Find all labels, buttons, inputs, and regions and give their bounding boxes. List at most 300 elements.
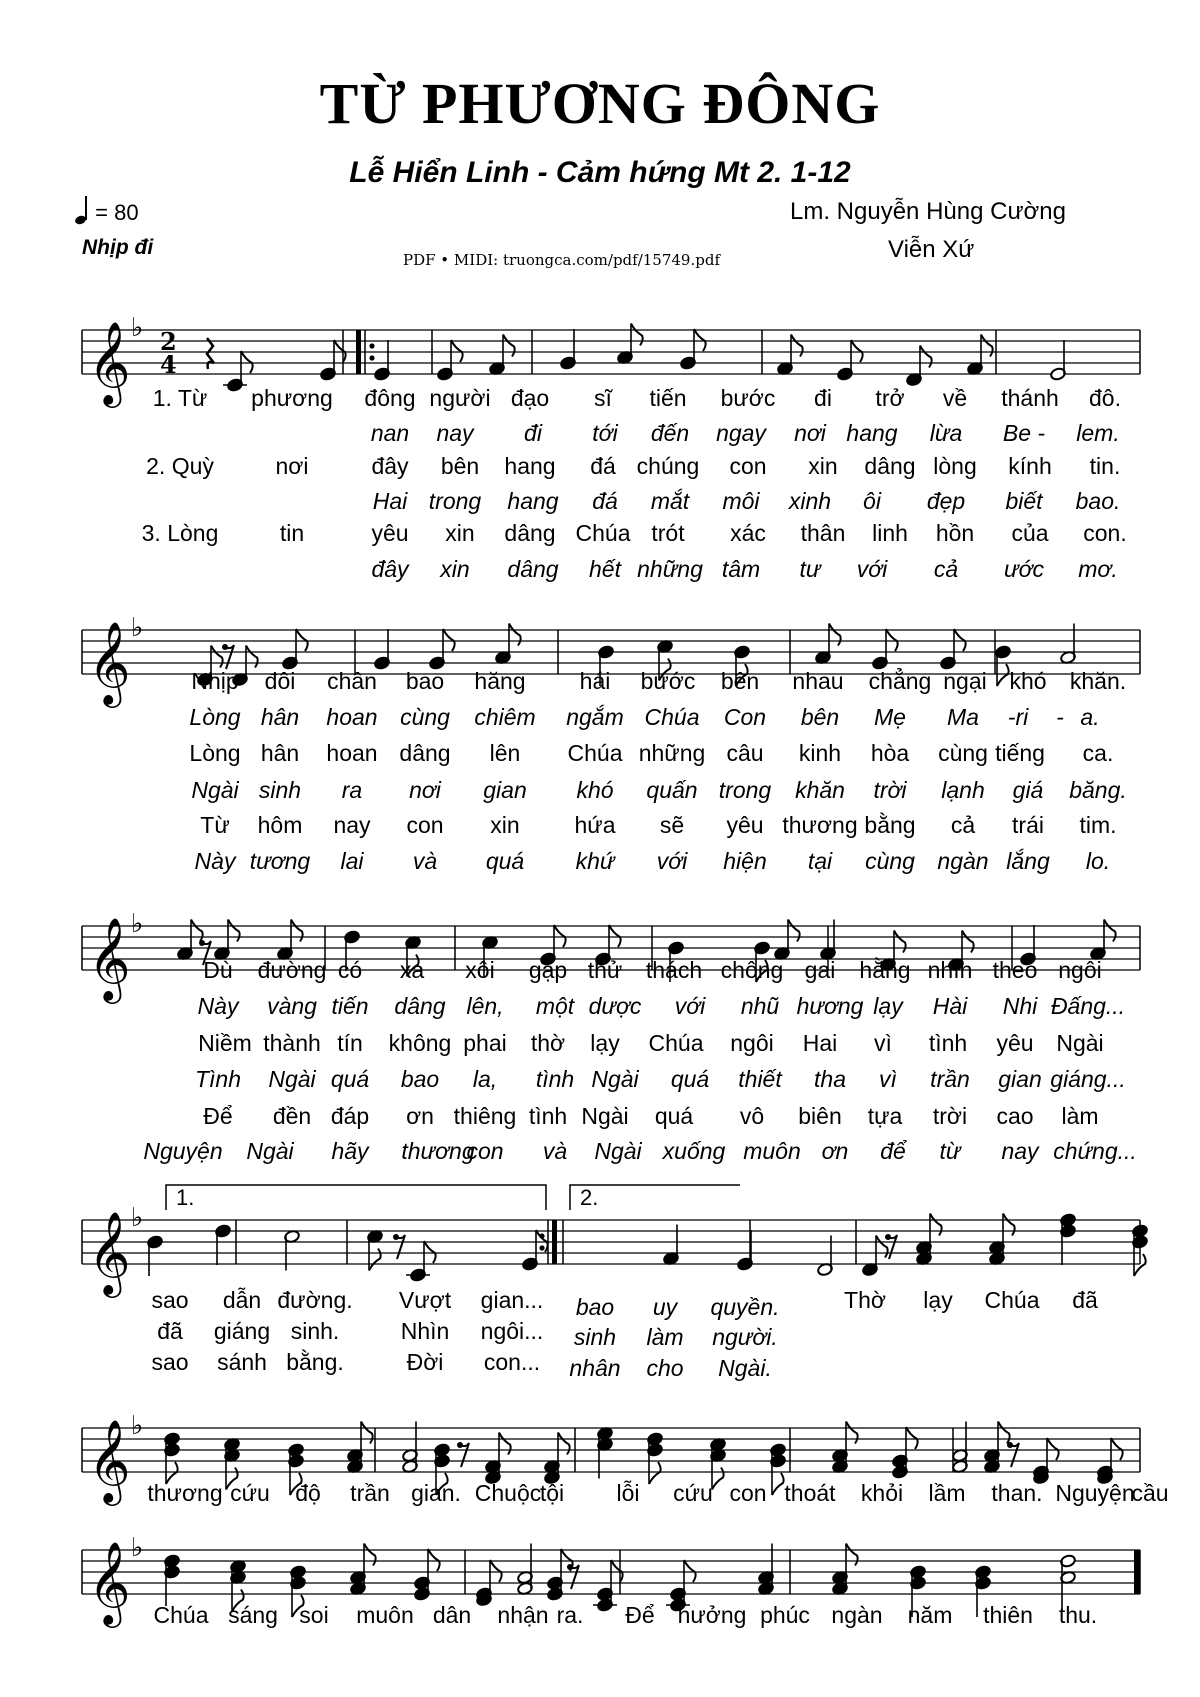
lyric-syllable: nhìn xyxy=(927,957,973,983)
lyric-syllable: lạy xyxy=(590,1030,620,1056)
lyric-syllable: dâng xyxy=(399,740,451,766)
lyric-syllable: tại xyxy=(807,848,833,874)
lyric-syllable: con xyxy=(466,1138,504,1164)
flat-icon: ♭ xyxy=(131,613,144,643)
lyric-syllable: Nhịp xyxy=(191,668,239,694)
lyric-syllable: Lòng xyxy=(189,704,241,730)
lyric-syllable: hang xyxy=(507,488,559,514)
note xyxy=(374,340,391,381)
lyric-syllable: lừa xyxy=(929,420,963,446)
lyric-syllable: hãy xyxy=(331,1138,369,1164)
svg-text:2: 2 xyxy=(160,327,177,356)
lyric-syllable: khó xyxy=(1009,668,1047,694)
lyric-syllable: con xyxy=(729,1480,767,1506)
lyric-syllable: 1. Từ xyxy=(152,385,208,411)
lyric-syllable: hoan xyxy=(326,740,378,766)
quarter-note-icon xyxy=(75,196,89,226)
lyric-syllable: khứ xyxy=(575,848,615,874)
lyric-syllable: ca. xyxy=(1082,740,1114,766)
lyric-syllable: ơn xyxy=(406,1103,434,1129)
lyric-line xyxy=(0,848,1200,878)
lyric-syllable: bao xyxy=(575,1294,615,1320)
lyric-syllable: mắt xyxy=(650,488,690,514)
lyric-syllable: tội xyxy=(539,1480,565,1506)
lyric-syllable: bên xyxy=(440,453,480,479)
lyric-syllable: quá xyxy=(330,1066,370,1092)
lyric-syllable: than. xyxy=(991,1480,1043,1506)
lyric-syllable: cứu xyxy=(230,1480,270,1506)
note xyxy=(282,629,308,670)
lyric-syllable: Chúa xyxy=(648,1030,704,1056)
lyric-syllable: đã xyxy=(157,1318,183,1344)
note xyxy=(837,340,863,381)
lyric-syllable: tiếng xyxy=(995,740,1045,766)
lyric-syllable: nhũ xyxy=(740,993,780,1019)
lyric-syllable: tình xyxy=(528,1103,568,1129)
lyric-syllable: trần xyxy=(350,1480,390,1506)
lyric-syllable: quyền. xyxy=(710,1294,780,1320)
lyric-syllable: Thờ xyxy=(844,1287,886,1313)
lyric-syllable: Lòng xyxy=(189,740,241,766)
lyric-syllable: thương xyxy=(401,1138,475,1164)
lyric-syllable: Đấng... xyxy=(1050,993,1126,1019)
note xyxy=(560,329,577,370)
lyric-syllable: bước xyxy=(720,385,776,411)
lyric-syllable: gai xyxy=(804,957,836,983)
lyric-syllable: và xyxy=(412,848,438,874)
staff-system-4 xyxy=(0,1170,1200,1294)
note xyxy=(547,1549,573,1601)
lyric-syllable: hòa xyxy=(870,740,910,766)
lyric-syllable: cứu xyxy=(673,1480,713,1506)
lyric-syllable: bằng xyxy=(864,812,916,838)
note xyxy=(940,629,966,670)
lyric-syllable: dẫn xyxy=(222,1287,262,1313)
lyric-line xyxy=(0,812,1200,842)
lyric-syllable: ơn xyxy=(821,1138,849,1164)
svg-text:𝄞: 𝄞 xyxy=(88,320,131,404)
lyric-syllable: tim. xyxy=(1079,812,1117,838)
lyric-syllable: của xyxy=(1011,520,1049,546)
lyric-syllable: Đời xyxy=(406,1349,444,1375)
lyric-syllable: Ngài xyxy=(191,777,239,803)
lyric-syllable: hưởng xyxy=(677,1602,747,1628)
staff-lines xyxy=(82,1220,1140,1264)
song-title: TỪ PHƯƠNG ĐÔNG xyxy=(319,71,881,136)
lyric-syllable: yêu xyxy=(996,1030,1034,1056)
lyric-syllable: băng. xyxy=(1069,777,1127,803)
lyric-syllable: ôi xyxy=(863,488,881,514)
lyric-syllable: bước xyxy=(640,668,696,694)
lyric-syllable: khó xyxy=(576,777,614,803)
lyric-syllable: lên xyxy=(489,740,521,766)
lyric-syllable: quấn xyxy=(646,777,698,803)
lyric-syllable: lạnh xyxy=(941,777,985,803)
lyric-syllable: đây xyxy=(371,453,409,479)
lyric-syllable: bên xyxy=(720,668,760,694)
svg-text:1.: 1. xyxy=(176,1185,195,1210)
lyric-syllable: đi xyxy=(524,420,542,446)
lyric-syllable: nơi xyxy=(409,777,441,803)
lyric-syllable: Chúa xyxy=(644,704,700,730)
lyric-syllable: đô. xyxy=(1089,385,1121,411)
note xyxy=(402,1422,419,1474)
lyric-syllable: hoan xyxy=(326,704,378,730)
lyric-syllable: lòng xyxy=(933,453,977,479)
lyric-syllable: đã xyxy=(1072,1287,1098,1313)
lyric-syllable: Để xyxy=(625,1602,655,1628)
lyric-syllable: trái xyxy=(1012,812,1044,838)
lyric-syllable: đây xyxy=(371,556,409,582)
rest xyxy=(457,1442,469,1467)
lyric-syllable: làm xyxy=(646,1324,684,1350)
lyric-syllable: nhau xyxy=(792,668,844,694)
svg-text:2.: 2. xyxy=(580,1185,599,1210)
lyric-syllable: gặp xyxy=(528,957,568,983)
lyric-syllable: đáp xyxy=(330,1103,370,1129)
lyric-syllable: chông xyxy=(720,957,784,983)
lyric-syllable: với xyxy=(856,556,888,582)
lyric-syllable: Này xyxy=(194,848,236,874)
lyric-syllable: chúng xyxy=(636,453,700,479)
lyric-syllable: nay xyxy=(333,812,371,838)
lyric-syllable: khăn. xyxy=(1069,668,1127,694)
lyric-syllable: môi xyxy=(722,488,760,514)
lyric-syllable: đẹp xyxy=(926,488,966,514)
note xyxy=(832,1544,858,1596)
lyric-syllable: ngay xyxy=(716,420,766,446)
note xyxy=(737,1230,754,1271)
note xyxy=(485,1433,511,1485)
lyric-syllable: đông xyxy=(364,385,416,411)
lyric-syllable: Để xyxy=(203,1103,233,1129)
lyric-syllable: giá xyxy=(1012,777,1044,803)
svg-text:𝄞: 𝄞 xyxy=(88,916,131,1000)
lyric-syllable: nhân xyxy=(569,1355,621,1381)
note xyxy=(164,1432,181,1484)
lyric-syllable: chiêm xyxy=(474,704,536,730)
volta-2 xyxy=(570,1185,740,1210)
lyric-line xyxy=(0,1138,1200,1168)
lyric-syllable: đến xyxy=(650,420,690,446)
lyric-syllable: tình xyxy=(535,1066,575,1092)
lyric-syllable: con xyxy=(729,453,767,479)
lyric-syllable: người. xyxy=(712,1324,778,1350)
lyric-syllable: gian. xyxy=(411,1480,461,1506)
lyric-line xyxy=(0,777,1200,807)
note xyxy=(147,1235,164,1276)
lyric-syllable: người xyxy=(429,385,491,411)
lyric-syllable: ngôi... xyxy=(480,1318,544,1344)
lyric-syllable: trần xyxy=(930,1066,970,1092)
lyric-syllable: 2. Quỳ xyxy=(146,453,214,479)
lyric-syllable: ngàn xyxy=(937,848,989,874)
lyric-syllable: Mẹ xyxy=(874,704,906,730)
lyric-line xyxy=(0,385,1200,415)
lyric-syllable: từ xyxy=(939,1138,961,1164)
lyric-syllable: hôm xyxy=(257,812,303,838)
note xyxy=(437,340,463,381)
note xyxy=(429,629,455,670)
rest xyxy=(393,1234,405,1259)
lyric-syllable: mơ. xyxy=(1078,556,1118,582)
lyric-syllable: hân xyxy=(260,740,300,766)
lyric-syllable: trở xyxy=(875,385,905,411)
lyric-syllable: chân xyxy=(327,668,377,694)
lyric-syllable: cùng xyxy=(400,704,450,730)
lyric-syllable: hứa xyxy=(574,812,616,838)
lyric-syllable: đôi xyxy=(264,668,296,694)
note xyxy=(984,1422,1010,1474)
lyric-syllable: kinh xyxy=(798,740,842,766)
note xyxy=(1050,340,1067,381)
lyric-syllable: yêu xyxy=(726,812,764,838)
lyric-syllable: ngôi xyxy=(730,1030,774,1056)
lyric-syllable: Chúa xyxy=(567,740,623,766)
lyric-syllable: tiến xyxy=(331,993,369,1019)
lyric-syllable: lầm xyxy=(928,1480,966,1506)
note xyxy=(952,1422,969,1474)
lyric-syllable: tin xyxy=(279,520,305,546)
lyric-syllable: linh xyxy=(872,520,908,546)
lyric-syllable: độ xyxy=(295,1480,321,1506)
lyric-syllable: đá xyxy=(590,453,616,479)
note xyxy=(832,1422,858,1474)
composer: Lm. Nguyễn Hùng Cường xyxy=(790,198,1066,225)
rest xyxy=(207,338,214,369)
lyric-syllable: lạy xyxy=(923,1287,953,1313)
note xyxy=(758,1544,775,1596)
note xyxy=(414,1549,440,1601)
lyric-syllable: lạy xyxy=(873,993,903,1019)
note xyxy=(347,1422,373,1474)
lyric-syllable: về xyxy=(942,385,968,411)
lyric-syllable: Hài xyxy=(932,993,968,1019)
lyric-syllable: Hai xyxy=(802,1030,838,1056)
lyric-syllable: Hai xyxy=(372,488,408,514)
song-subtitle: Lễ Hiển Linh - Cảm hứng Mt 2. 1-12 xyxy=(349,156,851,189)
lyric-syllable: cao xyxy=(996,1103,1034,1129)
lyric-syllable: theo xyxy=(992,957,1038,983)
lyric-syllable: thánh xyxy=(1001,385,1059,411)
lyric-syllable: xôi xyxy=(465,957,495,983)
lyric-syllable: Nhìn xyxy=(400,1318,450,1344)
lyric-syllable: lỗi xyxy=(616,1480,640,1506)
note xyxy=(320,340,346,381)
lyric-syllable: đi xyxy=(814,385,832,411)
lyric-syllable: nan xyxy=(370,420,410,446)
lyric-syllable: Ngài xyxy=(268,1066,316,1092)
lyric-syllable: ngắm xyxy=(566,704,624,730)
lyric-syllable: nhận xyxy=(497,1602,549,1628)
lyric-syllable: thu. xyxy=(1058,1602,1098,1628)
lyric-syllable: Nguyện xyxy=(1055,1480,1135,1506)
lyric-syllable: phúc xyxy=(760,1602,810,1628)
lyric-syllable: tín xyxy=(337,1030,363,1056)
lyric-syllable: hiện xyxy=(723,848,767,874)
lyric-syllable: sáng xyxy=(228,1602,278,1628)
lyric-syllable: dâng xyxy=(864,453,916,479)
lyric-syllable: vì xyxy=(879,1066,897,1092)
lyric-syllable: quá xyxy=(654,1103,694,1129)
lyric-syllable: Chúa xyxy=(984,1287,1040,1313)
lyric-syllable: dược xyxy=(588,993,642,1019)
lyric-syllable: hang xyxy=(504,453,556,479)
lyric-syllable: đường. xyxy=(277,1287,353,1313)
lyric-syllable: ra. xyxy=(556,1602,584,1628)
lyric-line xyxy=(0,704,1200,734)
lyric-syllable: phương xyxy=(251,385,333,411)
source-link[interactable]: PDF • MIDI: truongca.com/pdf/15749.pdf xyxy=(403,251,720,269)
lyric-syllable: vàng xyxy=(267,993,317,1019)
lyric-syllable: cho xyxy=(646,1355,684,1381)
lyric-syllable: thương xyxy=(147,1480,223,1506)
flat-icon: ♭ xyxy=(131,313,144,343)
lyric-line xyxy=(0,556,1200,586)
lyric-syllable: Từ xyxy=(200,812,230,838)
lyric-syllable: lắng xyxy=(1006,848,1050,874)
lyric-syllable: con... xyxy=(483,1349,541,1375)
lyric-syllable: nơi xyxy=(275,453,309,479)
lyric-syllable: gian... xyxy=(480,1287,544,1313)
lyric-line xyxy=(0,1602,1200,1632)
note xyxy=(892,1427,918,1479)
lyric-syllable: dâng xyxy=(504,520,556,546)
lyric-syllable: tâm xyxy=(721,556,761,582)
lyric-syllable: - xyxy=(1056,704,1064,730)
lyric-syllable: lai xyxy=(340,848,364,874)
lyric-syllable: quá xyxy=(485,848,525,874)
svg-text:𝄞: 𝄞 xyxy=(88,1540,131,1624)
lyric-syllable: hương xyxy=(796,993,864,1019)
lyric-line xyxy=(0,993,1200,1023)
lyric-syllable: một xyxy=(535,993,575,1019)
lyric-syllable: nơi xyxy=(794,420,826,446)
lyric-syllable: đường xyxy=(257,957,327,983)
lyric-syllable: Chúa xyxy=(575,520,631,546)
lyric-syllable: đá xyxy=(592,488,618,514)
lyric-syllable: Này xyxy=(197,993,239,1019)
lyric-syllable: với xyxy=(674,993,706,1019)
lyric-syllable: xin xyxy=(808,453,838,479)
lyric-syllable: ước xyxy=(1004,556,1044,582)
lyric-syllable: chẳng xyxy=(868,668,932,694)
lyric-syllable: hết xyxy=(589,556,621,582)
lyric-syllable: tư xyxy=(799,556,821,582)
lyric-syllable: vì xyxy=(874,1030,892,1056)
lyric-syllable: thờ xyxy=(530,1030,566,1056)
lyric-syllable: Ngài xyxy=(591,1066,639,1092)
lyric-syllable: con xyxy=(406,812,444,838)
lyric-syllable: thiêng xyxy=(453,1103,517,1129)
lyric-syllable: trong xyxy=(428,488,482,514)
lyric-syllable: trời xyxy=(932,1103,968,1129)
lyric-syllable: câu xyxy=(726,740,764,766)
lyric-syllable: bao xyxy=(405,668,445,694)
lyric-syllable: xin xyxy=(445,520,475,546)
lyric-syllable: sinh xyxy=(258,777,302,803)
flat-icon: ♭ xyxy=(131,1533,144,1563)
lyric-syllable: thân xyxy=(800,520,846,546)
note xyxy=(164,1554,181,1606)
lyric-syllable: giáng xyxy=(213,1318,271,1344)
lyric-line xyxy=(0,488,1200,518)
note xyxy=(406,1241,436,1282)
lyric-syllable: với xyxy=(656,848,688,874)
lyric-syllable: năm xyxy=(907,1602,953,1628)
treble-clef-icon xyxy=(88,1210,131,1298)
lyric-syllable: -ri xyxy=(1007,704,1029,730)
lyric-syllable: la, xyxy=(472,1066,498,1092)
lyric-syllable: hái xyxy=(579,668,611,694)
lyric-syllable: Chuộc xyxy=(474,1480,542,1506)
lyric-syllable: hằng xyxy=(859,957,911,983)
style-mark: Nhịp đi xyxy=(82,236,154,259)
lyric-syllable: bao. xyxy=(1075,488,1121,514)
lyric-syllable: biên xyxy=(798,1103,842,1129)
lyric-syllable: cùng xyxy=(938,740,988,766)
lyric-syllable: gian xyxy=(483,777,527,803)
arranger: Viễn Xứ xyxy=(888,236,975,263)
lyric-syllable: khăn xyxy=(795,777,845,803)
lyric-syllable: bằng. xyxy=(286,1349,344,1375)
lyric-syllable: tựa xyxy=(867,1103,903,1129)
lyric-syllable: xuống xyxy=(662,1138,726,1164)
lyric-syllable: dâng xyxy=(394,993,446,1019)
lyric-syllable: không xyxy=(388,1030,452,1056)
lyric-syllable: những xyxy=(637,556,703,582)
volta-1 xyxy=(166,1185,546,1210)
note xyxy=(647,1432,664,1484)
note xyxy=(374,629,391,670)
lyric-syllable: Ngài. xyxy=(718,1355,772,1381)
note xyxy=(680,329,706,370)
note xyxy=(215,1224,232,1265)
lyric-syllable: a. xyxy=(1080,704,1100,730)
lyric-syllable: quá xyxy=(670,1066,710,1092)
lyric-syllable: sao xyxy=(151,1287,189,1313)
lyric-syllable: Ngài xyxy=(1056,1030,1104,1056)
lyric-syllable: và xyxy=(542,1138,568,1164)
lyric-syllable: tha xyxy=(814,1066,846,1092)
lyric-syllable: khỏi xyxy=(860,1480,904,1506)
lyric-syllable: hăng xyxy=(474,668,526,694)
lyric-syllable: cả xyxy=(950,812,976,838)
flat-icon: ♭ xyxy=(131,1203,144,1233)
note xyxy=(517,1544,534,1596)
lyric-syllable: thương xyxy=(782,812,858,838)
lyric-syllable: chứng... xyxy=(1053,1138,1137,1164)
svg-text:𝄞: 𝄞 xyxy=(88,1210,131,1294)
lyric-syllable: Nguyện xyxy=(143,1138,223,1164)
lyric-syllable: tình xyxy=(928,1030,968,1056)
lyric-syllable: đạo xyxy=(510,385,550,411)
lyric-syllable: Be - xyxy=(1002,420,1046,446)
lyric-syllable: sinh xyxy=(573,1324,617,1350)
lyric-syllable: Ngài xyxy=(581,1103,629,1129)
note xyxy=(872,629,898,670)
lyric-syllable: sẽ xyxy=(659,812,685,838)
lyric-line xyxy=(0,957,1200,987)
time-signature xyxy=(160,327,177,379)
lyric-syllable: Vượt xyxy=(398,1287,452,1313)
lyric-syllable: ngàn xyxy=(831,1602,883,1628)
lyric-syllable: xa xyxy=(399,957,425,983)
svg-text:4: 4 xyxy=(160,350,177,379)
lyric-syllable: ngôi xyxy=(1058,957,1102,983)
lyric-syllable: tương xyxy=(249,848,311,874)
tempo-value: = 80 xyxy=(95,200,139,225)
